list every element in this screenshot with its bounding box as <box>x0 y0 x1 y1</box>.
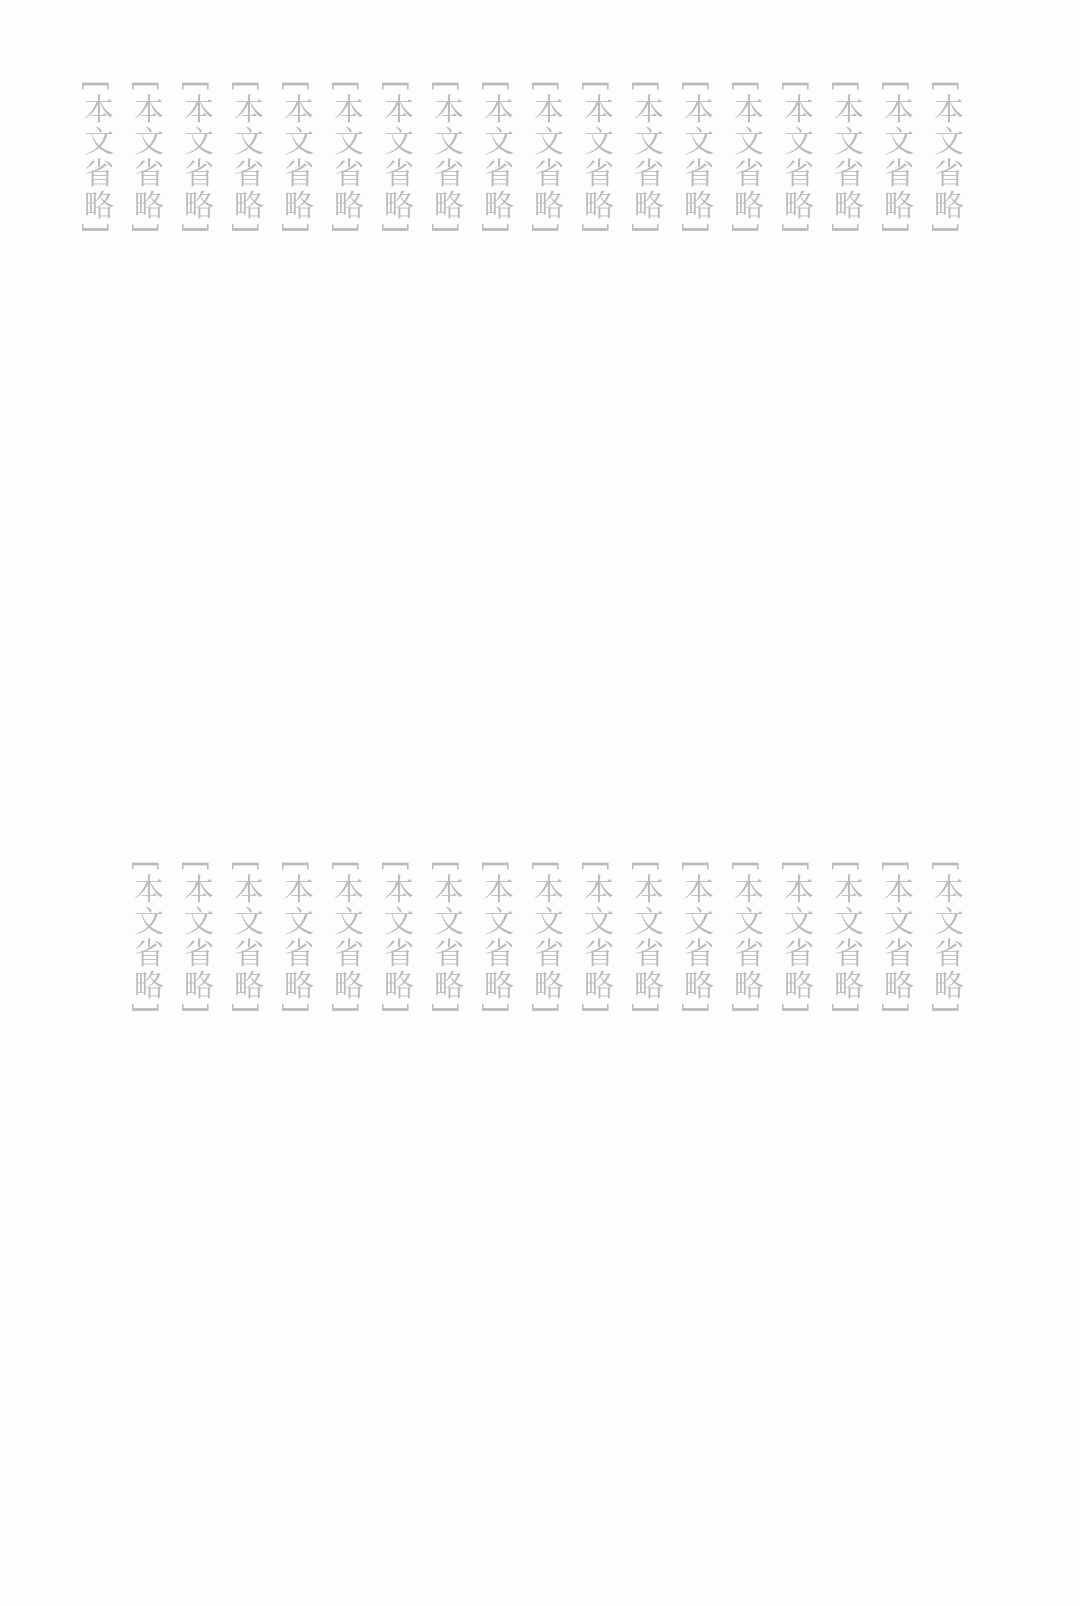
text-column: [本文省略] <box>878 860 913 1016</box>
text-column: [本文省略] <box>578 80 613 236</box>
text-column: [本文省略] <box>278 860 313 1016</box>
text-column: [本文省略] <box>828 80 863 236</box>
text-column: [本文省略] <box>828 860 863 1016</box>
text-column: [本文省略] <box>428 860 463 1016</box>
text-column: [本文省略] <box>228 80 263 236</box>
text-column: [本文省略] <box>128 80 163 236</box>
text-column: [本文省略] <box>678 80 713 236</box>
text-column: [本文省略] <box>478 80 513 236</box>
text-column: [本文省略] <box>228 860 263 1016</box>
text-column: [本文省略] <box>178 80 213 236</box>
text-block-bottom <box>70 860 970 1520</box>
text-column: [本文省略] <box>278 80 313 236</box>
text-column: [本文省略] <box>778 860 813 1016</box>
text-column: [本文省略] <box>528 80 563 236</box>
text-column: [本文省略] <box>578 860 613 1016</box>
text-column: [本文省略] <box>378 80 413 236</box>
text-column: [本文省略] <box>328 860 363 1016</box>
text-column: [本文省略] <box>478 860 513 1016</box>
text-column: [本文省略] <box>78 80 113 236</box>
text-column: [本文省略] <box>128 860 163 1016</box>
text-column: [本文省略] <box>628 80 663 236</box>
text-column: [本文省略] <box>878 80 913 236</box>
text-column: [本文省略] <box>628 860 663 1016</box>
text-column: [本文省略] <box>728 80 763 236</box>
text-column: [本文省略] <box>178 860 213 1016</box>
text-column: [本文省略] <box>778 80 813 236</box>
text-column: [本文省略] <box>428 80 463 236</box>
text-column: [本文省略] <box>728 860 763 1016</box>
text-column: [本文省略] <box>928 80 963 236</box>
text-column: [本文省略] <box>678 860 713 1016</box>
text-block-top <box>70 80 970 720</box>
text-column: [本文省略] <box>328 80 363 236</box>
text-column: [本文省略] <box>528 860 563 1016</box>
text-column: [本文省略] <box>928 860 963 1016</box>
text-column: [本文省略] <box>378 860 413 1016</box>
